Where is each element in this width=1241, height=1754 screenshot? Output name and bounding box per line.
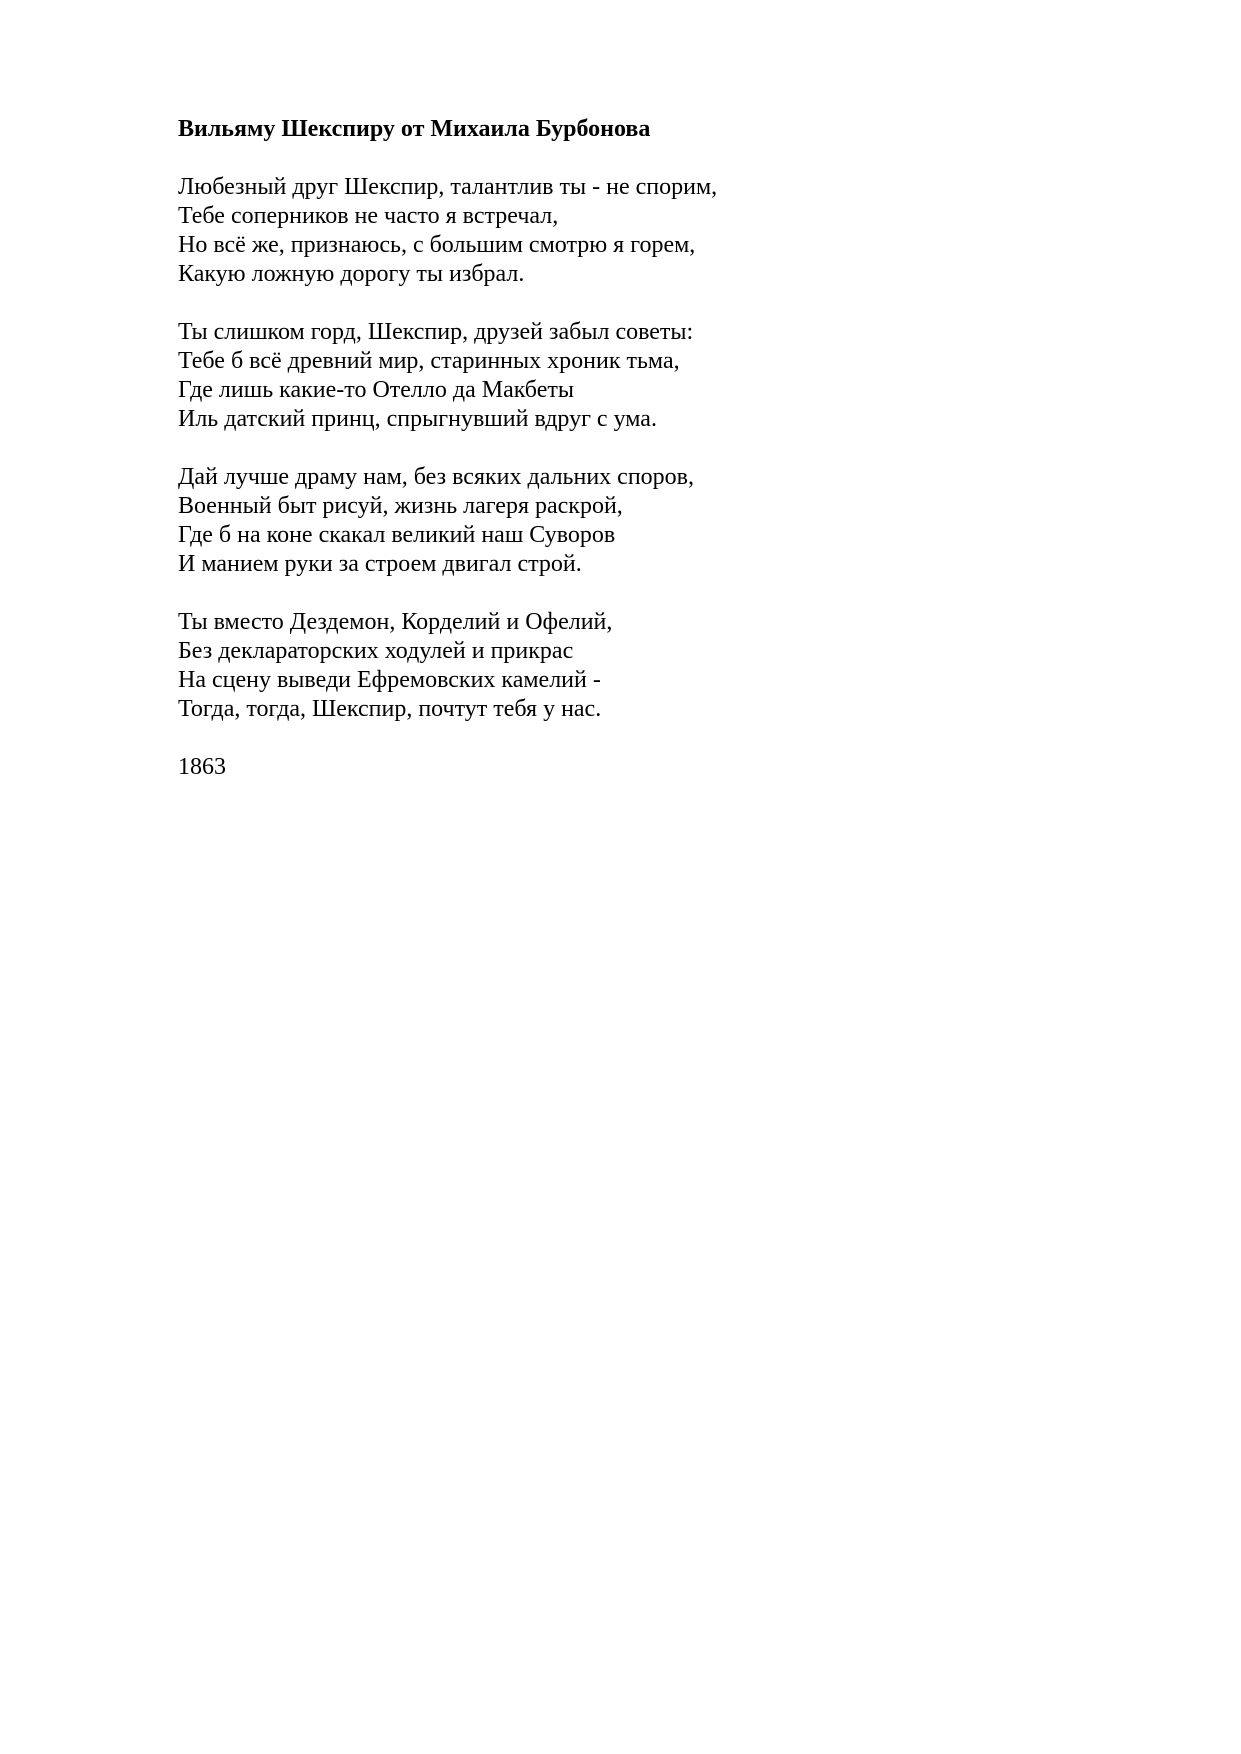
- poem-year: 1863: [178, 754, 226, 780]
- poem-line: Тебе б всё древний мир, старинных хроник тьма,: [178, 348, 680, 374]
- poem-line: Тогда, тогда, Шекспир, почтут тебя у нас.: [178, 696, 602, 722]
- poem-line: На сцену выведи Ефремовских камелий -: [178, 667, 601, 693]
- poem-line: Любезный друг Шекспир, талантлив ты - не спорим,: [178, 174, 718, 200]
- poem-line: Ты вместо Дездемон, Корделий и Офелий,: [178, 609, 613, 635]
- poem-line: Но всё же, признаюсь, с большим смотрю я горем,: [178, 232, 696, 258]
- poem-line: Ты слишком горд, Шекспир, друзей забыл советы:: [178, 319, 694, 345]
- poem-line: Дай лучше драму нам, без всяких дальних споров,: [178, 464, 694, 490]
- stanza-4: [178, 608, 1078, 724]
- poem-line: Без деклараторских ходулей и прикрас: [178, 638, 574, 664]
- stanza-2: [178, 318, 1078, 434]
- stanza-1: [178, 173, 1078, 289]
- poem-line: Тебе соперников не часто я встречал,: [178, 203, 559, 229]
- poem-content: [178, 115, 1078, 782]
- poem-line: Где лишь какие-то Отелло да Макбеты: [178, 377, 574, 403]
- poem-title: Вильяму Шекспиру от Михаила Бурбонова: [178, 116, 651, 142]
- poem-line: И манием руки за строем двигал строй.: [178, 551, 582, 577]
- poem-line: Где б на коне скакал великий наш Суворов: [178, 522, 616, 548]
- poem-line: Военный быт рисуй, жизнь лагеря раскрой,: [178, 493, 623, 519]
- stanza-3: [178, 463, 1078, 579]
- poem-line: Какую ложную дорогу ты избрал.: [178, 261, 525, 287]
- poem-line: Иль датский принц, спрыгнувший вдруг с ума.: [178, 406, 657, 432]
